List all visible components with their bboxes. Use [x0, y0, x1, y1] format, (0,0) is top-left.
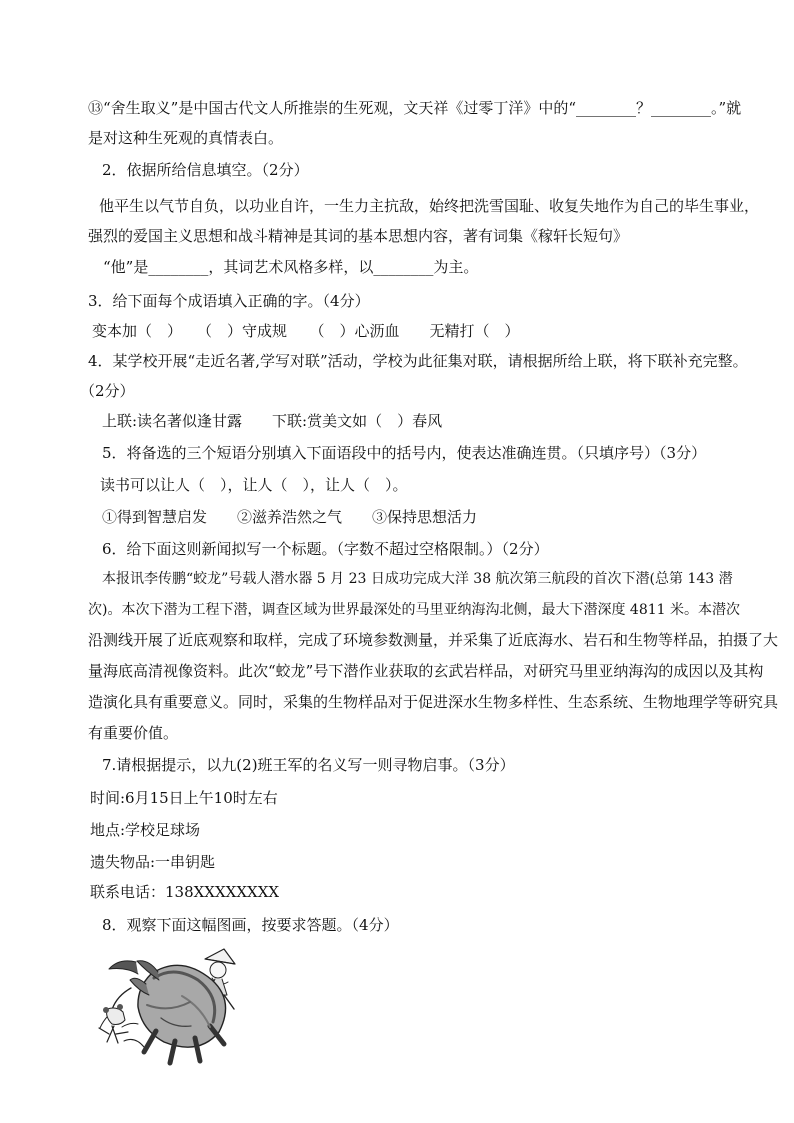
question-4-couplet: 上联:读名著似逢甘露 下联:赏美文如（ ）春风 — [102, 412, 443, 430]
question-8-illustration — [92, 940, 262, 1070]
question-6-news-line-4: 量海底高清视像资料。此次“蛟龙”号下潜作业获取的玄武岩样品，对研究马里亚纳海沟的成因以及其构 — [88, 662, 764, 680]
question-5-sentence: 读书可以让人（ ），让人（ ），让人（ ）。 — [100, 476, 408, 494]
question-5-title: 5．将备选的三个短语分别填入下面语段中的括号内，使表达准确连贯。（只填序号）（3分） — [102, 444, 707, 462]
question-6-title: 6．给下面这则新闻拟写一个标题。（字数不超过空格限制。）（2分） — [102, 540, 549, 558]
question-13-line-2: 是对这种生死观的真情表白。 — [88, 129, 284, 147]
question-7-place: 地点:学校足球场 — [90, 821, 201, 839]
question-7-time: 时间:6月15日上午10时左右 — [90, 789, 278, 807]
question-2-passage-line-2: 强烈的爱国主义思想和战斗精神是其词的基本思想内容，著有词集《稼轩长短句》 — [88, 227, 629, 245]
question-2-title: 2．依据所给信息填空。（2分） — [102, 161, 309, 179]
question-8-title: 8．观察下面这幅图画，按要求答题。（4分） — [102, 916, 399, 934]
question-7-lost-item: 遗失物品:一串钥匙 — [90, 853, 216, 871]
question-4-title-line-1: 4．某学校开展“走近名著,学写对联”活动，学校为此征集对联，请根据所给上联，将下联补充完整。 — [88, 352, 748, 370]
question-4-title-line-2: （2分） — [80, 382, 135, 400]
question-3-title: 3．给下面每个成语填入正确的字。（4分） — [88, 292, 370, 310]
question-7-title: 7.请根据提示，以九(2)班王军的名义写一则寻物启事。（3分） — [102, 756, 515, 774]
question-13-line-1: ⑬“舍生取义”是中国古代文人所推崇的生死观，文天祥《过零丁洋》中的“________？________。”就 — [88, 99, 742, 117]
question-6-news-line-5: 造演化具有重要意义。同时，采集的生物样品对于促进深水生物多样性、生态系统、生物地理学等研究具 — [88, 693, 779, 711]
question-5-options: ①得到智慧启发 ②滋养浩然之气 ③保持思想活力 — [102, 508, 478, 526]
question-6-news-line-6: 有重要价值。 — [88, 724, 179, 742]
buffalo-herdboy-illustration-icon — [92, 940, 262, 1070]
question-6-news-line-3: 沿测线开展了近底观察和取样，完成了环境参数测量，并采集了近底海水、岩石和生物等样品，拍摄了大 — [88, 631, 779, 649]
question-2-fill-line: “他”是________，其词艺术风格多样，以________为主。 — [103, 258, 479, 276]
question-3-idioms: 变本加（ ） （ ）守成规 （ ）心沥血 无精打（ ） — [92, 322, 520, 340]
question-7-phone: 联系电话：138XXXXXXXX — [90, 883, 280, 901]
question-2-passage-line-1: 他平生以气节自负，以功业自许，一生力主抗敌，始终把洗雪国耻、收复失地作为自己的毕生事业， — [99, 197, 760, 215]
question-6-news-line-2: 次)。本次下潜为工程下潜，调查区域为世界最深处的马里亚纳海沟北侧，最大下潜深度 4811 米。本潜次 — [88, 602, 740, 618]
question-6-news-line-1: 本报讯李传鹏“蛟龙”号载人潜水器 5 月 23 日成功完成大洋 38 航次第三航段的首次下潜(总第 143 潜 — [102, 571, 733, 587]
